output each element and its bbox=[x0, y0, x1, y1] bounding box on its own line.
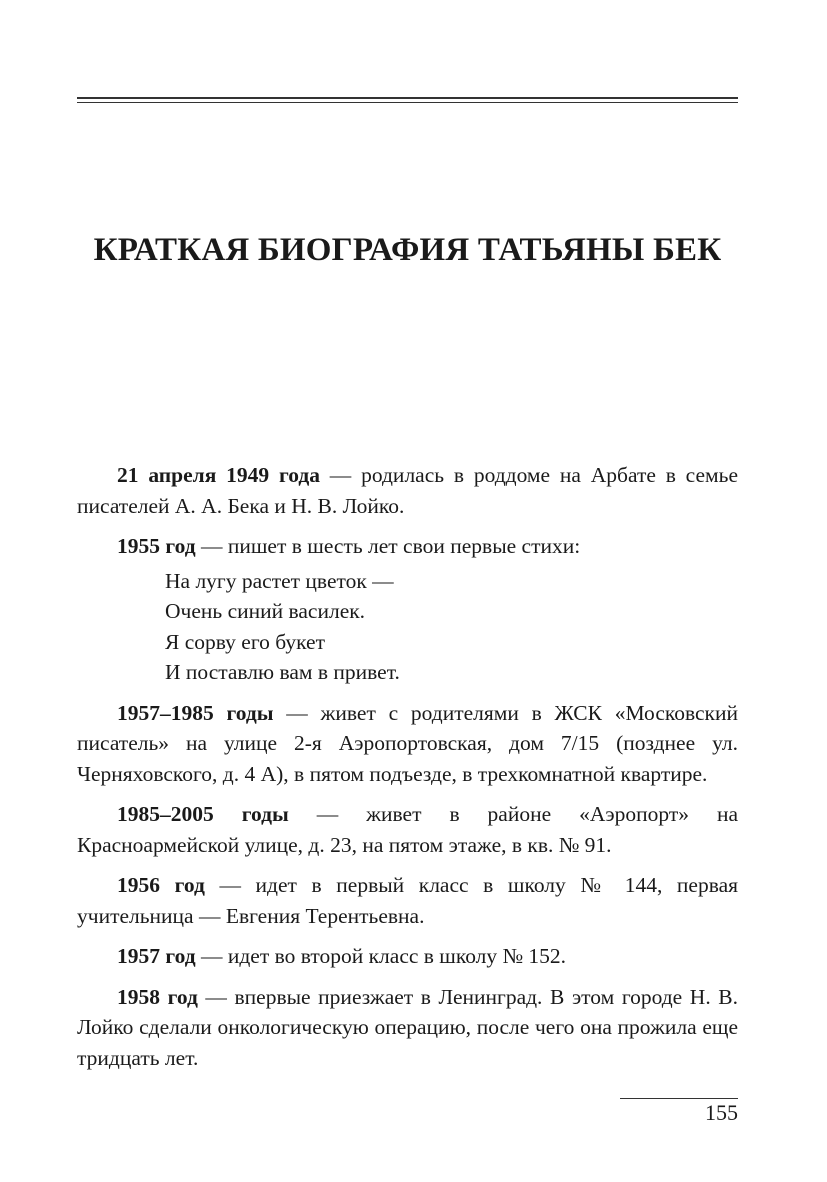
entry bbox=[77, 460, 738, 521]
entry bbox=[77, 982, 738, 1074]
entry-text: — живет с родителями в ЖСК «Московский писатель» на улице 2-я Аэропортовская, дом 7/15 (позднее ул. Черняховского, д. 4 А), в пятом подъезде, в трехкомнатной квартире. bbox=[77, 700, 738, 786]
entry-date: 1958 год bbox=[117, 984, 198, 1009]
entry-date: 1957 год bbox=[117, 944, 196, 968]
poem-line: На лугу растет цветок — bbox=[165, 568, 394, 593]
entry-date: 1985–2005 годы bbox=[117, 802, 289, 826]
entry-text: — впервые приезжает в Ленинград. В этом городе Н. В. Лойко сделали онкологическую операцию, после чего она прожила еще тридцать лет. bbox=[77, 984, 739, 1070]
entry-text: — идет во второй класс в школу № 152. bbox=[195, 944, 567, 968]
page-title: КРАТКАЯ БИОГРАФИЯ ТАТЬЯНЫ БЕК bbox=[93, 232, 722, 268]
entry-text: — живет в районе «Аэропорт» на Красноармейской улице, д. 23, на пятом этаже, в кв. № 91. bbox=[77, 802, 738, 857]
entry-text: — пишет в шесть лет свои первые стихи: bbox=[195, 534, 581, 558]
header-rule bbox=[77, 97, 738, 103]
page-number: 155 bbox=[705, 1100, 738, 1125]
poem-line: Я сорву его букет bbox=[165, 629, 325, 654]
entry-date: 1955 год bbox=[117, 534, 196, 558]
entry-date: 21 апреля 1949 года bbox=[117, 463, 320, 487]
footer-rule bbox=[620, 1098, 738, 1099]
entry-text: — родилась в роддоме на Арбате в семье писателей А. А. Бека и Н. В. Лойко. bbox=[77, 463, 738, 518]
entry bbox=[77, 531, 738, 562]
poem-line: Очень синий василек. bbox=[165, 599, 366, 623]
entry bbox=[77, 941, 738, 972]
biography-text bbox=[77, 460, 738, 1083]
entry-date: 1957–1985 годы bbox=[117, 700, 274, 725]
entry bbox=[77, 870, 738, 931]
entry-text: — идет в первый класс в школу № 144, первая учительница — Евгения Терентьевна. bbox=[77, 873, 739, 928]
entry-date: 1956 год bbox=[117, 873, 205, 897]
entry bbox=[77, 698, 738, 790]
poem-line: И поставлю вам в привет. bbox=[165, 660, 400, 684]
entry bbox=[77, 799, 738, 860]
poem bbox=[165, 566, 738, 688]
